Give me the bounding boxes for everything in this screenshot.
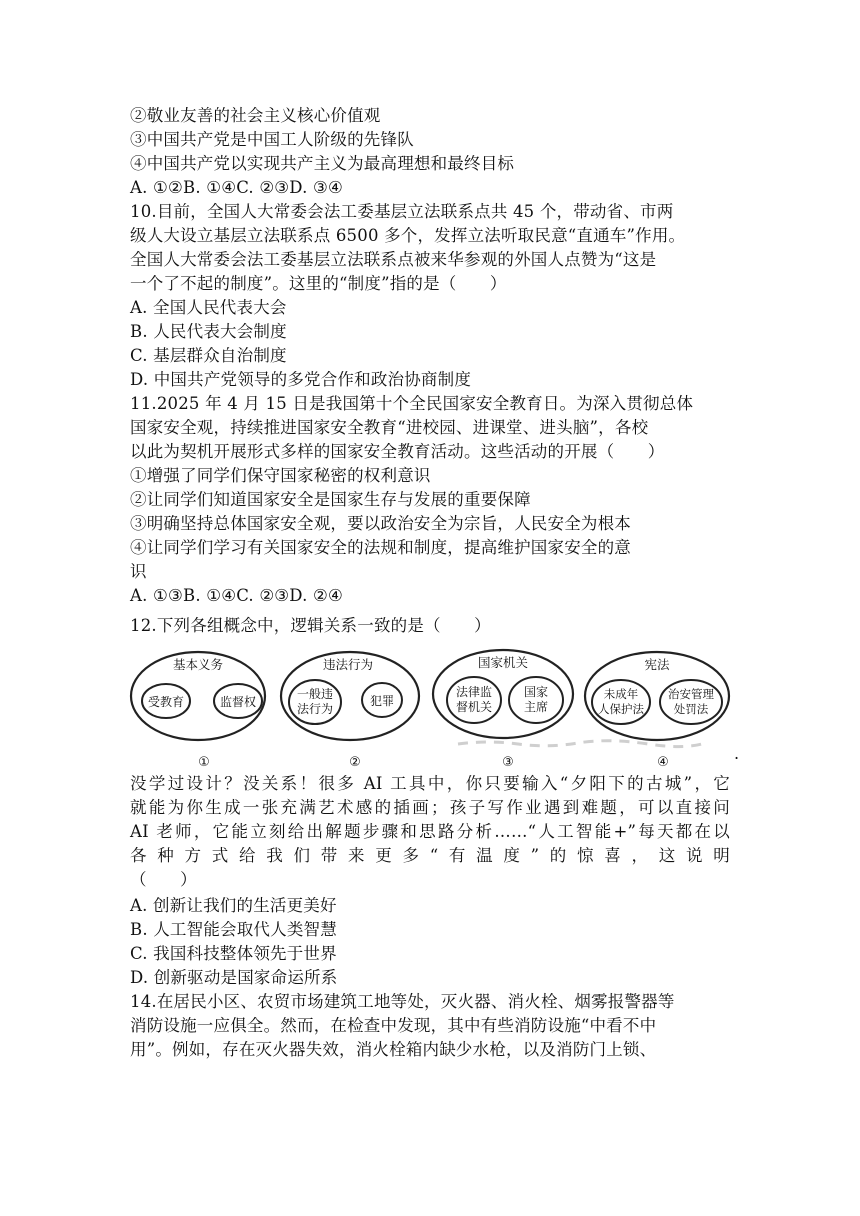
option-line: ③中国共产党是中国工人阶级的先锋队 — [130, 130, 414, 149]
concept-group-3 — [433, 650, 573, 770]
inner-concept: 受教育 — [147, 695, 185, 709]
concept-group-1 — [131, 652, 265, 770]
question-11-text: 国家安全观，持续推进国家安全教育“进校园、进课堂、进头脑”，各校 — [130, 418, 649, 437]
question-13-text: 各种方式给我们带来更多“有温度”的惊喜，这说明 — [130, 846, 730, 865]
group-title: 宪法 — [644, 657, 670, 672]
answer-option-c: C. 基层群众自治制度 — [130, 346, 287, 365]
inner-concept: 主席 — [523, 700, 549, 714]
answer-option-d: D. 创新驱动是国家命运所系 — [130, 968, 338, 987]
option-line: ②敬业友善的社会主义核心价值观 — [130, 106, 381, 125]
group-title: 基本义务 — [172, 657, 224, 672]
inner-concept: 未成年 — [603, 687, 639, 701]
option-line: ②让同学们知道国家安全是国家生存与发展的重要保障 — [130, 490, 531, 509]
question-12-text: 12.下列各组概念中，逻辑关系一致的是（ ） — [130, 616, 491, 635]
group-number: ③ — [502, 755, 514, 770]
answer-option-b: B. 人工智能会取代人类智慧 — [130, 920, 337, 939]
question-11-text: 以此为契机开展形式多样的国家安全教育活动。这些活动的开展（ ） — [130, 442, 665, 461]
group-title: 国家机关 — [477, 655, 529, 670]
inner-concept: 监督权 — [219, 695, 257, 709]
answer-bracket: （ ） — [130, 870, 197, 889]
inner-concept: 人保护法 — [598, 702, 644, 716]
question-13-text: 没学过设计？没关系！很多 AI 工具中，你只要输入“夕阳下的古城”，它 — [130, 774, 730, 793]
inner-concept: 处罚法 — [673, 702, 709, 716]
option-line: ①增强了同学们保守国家秘密的权利意识 — [130, 466, 431, 485]
group-number: ④ — [657, 755, 669, 770]
question-10-text: 一个了不起的制度”。这里的“制度”指的是（ ） — [130, 274, 507, 293]
question-10-text: 10.目前，全国人大常委会法工委基层立法联系点共 45 个，带动省、市两 — [130, 202, 674, 221]
question-13-text: 就能为你生成一张充满艺术感的插画；孩子写作业遇到难题，可以直接问 — [130, 798, 730, 817]
question-14-text: 消防设施一应俱全。然而，在检查中发现，其中有些消防设施“中看不中 — [130, 1016, 657, 1035]
group-number: ① — [198, 755, 210, 770]
inner-concept: 法律监 — [455, 685, 493, 699]
answer-option-c: C. 我国科技整体领先于世界 — [130, 944, 337, 963]
question-14-text: 14.在居民小区、农贸市场建筑工地等处，灭火器、消火栓、烟雾报警器等 — [130, 992, 675, 1011]
question-10-text: 级人大设立基层立法联系点 6500 多个，发挥立法听取民意“直通车”作用。 — [130, 226, 686, 245]
concept-diagram — [128, 648, 738, 770]
inner-concept: 一般违 — [296, 687, 334, 701]
answer-choices: A. ①③B. ①④C. ②③D. ②④ — [130, 586, 344, 605]
concept-group-2 — [281, 652, 419, 770]
answer-choices: A. ①②B. ①④C. ②③D. ③④ — [130, 178, 344, 197]
answer-option-d: D. 中国共产党领导的多党合作和政治协商制度 — [130, 370, 472, 389]
concept-group-4 — [585, 652, 729, 770]
question-11-text: 11.2025 年 4 月 15 日是我国第十个全民国家安全教育日。为深入贯彻总体 — [130, 394, 694, 413]
group-title: 违法行为 — [322, 657, 374, 672]
option-line: ④让同学们学习有关国家安全的法规和制度，提高维护国家安全的意 — [130, 538, 631, 557]
inner-concept: 法行为 — [296, 702, 334, 716]
question-10-text: 全国人大常委会法工委基层立法联系点被来华参观的外国人点赞为“这是 — [130, 250, 657, 269]
inner-concept: 督机关 — [455, 700, 493, 714]
option-line: ④中国共产党以实现共产主义为最高理想和最终目标 — [130, 154, 515, 173]
inner-concept: 国家 — [523, 685, 549, 699]
question-14-text: 用”。例如，存在灭火器失效，消火栓箱内缺少水枪，以及消防门上锁、 — [130, 1040, 657, 1059]
option-line: ③明确坚持总体国家安全观，要以政治安全为宗旨，人民安全为根本 — [130, 514, 631, 533]
question-13-text: AI 老师，它能立刻给出解题步骤和思路分析……“人工智能+”每天都在以 — [130, 822, 730, 841]
inner-concept: 犯罪 — [369, 694, 395, 708]
answer-option-a: A. 全国人民代表大会 — [130, 298, 287, 317]
trailing-mark: . — [734, 744, 740, 763]
answer-option-a: A. 创新让我们的生活更美好 — [130, 896, 337, 915]
group-number: ② — [349, 755, 361, 770]
answer-option-b: B. 人民代表大会制度 — [130, 322, 287, 341]
inner-concept: 治安管理 — [668, 687, 714, 701]
option-line: 识 — [130, 562, 147, 581]
